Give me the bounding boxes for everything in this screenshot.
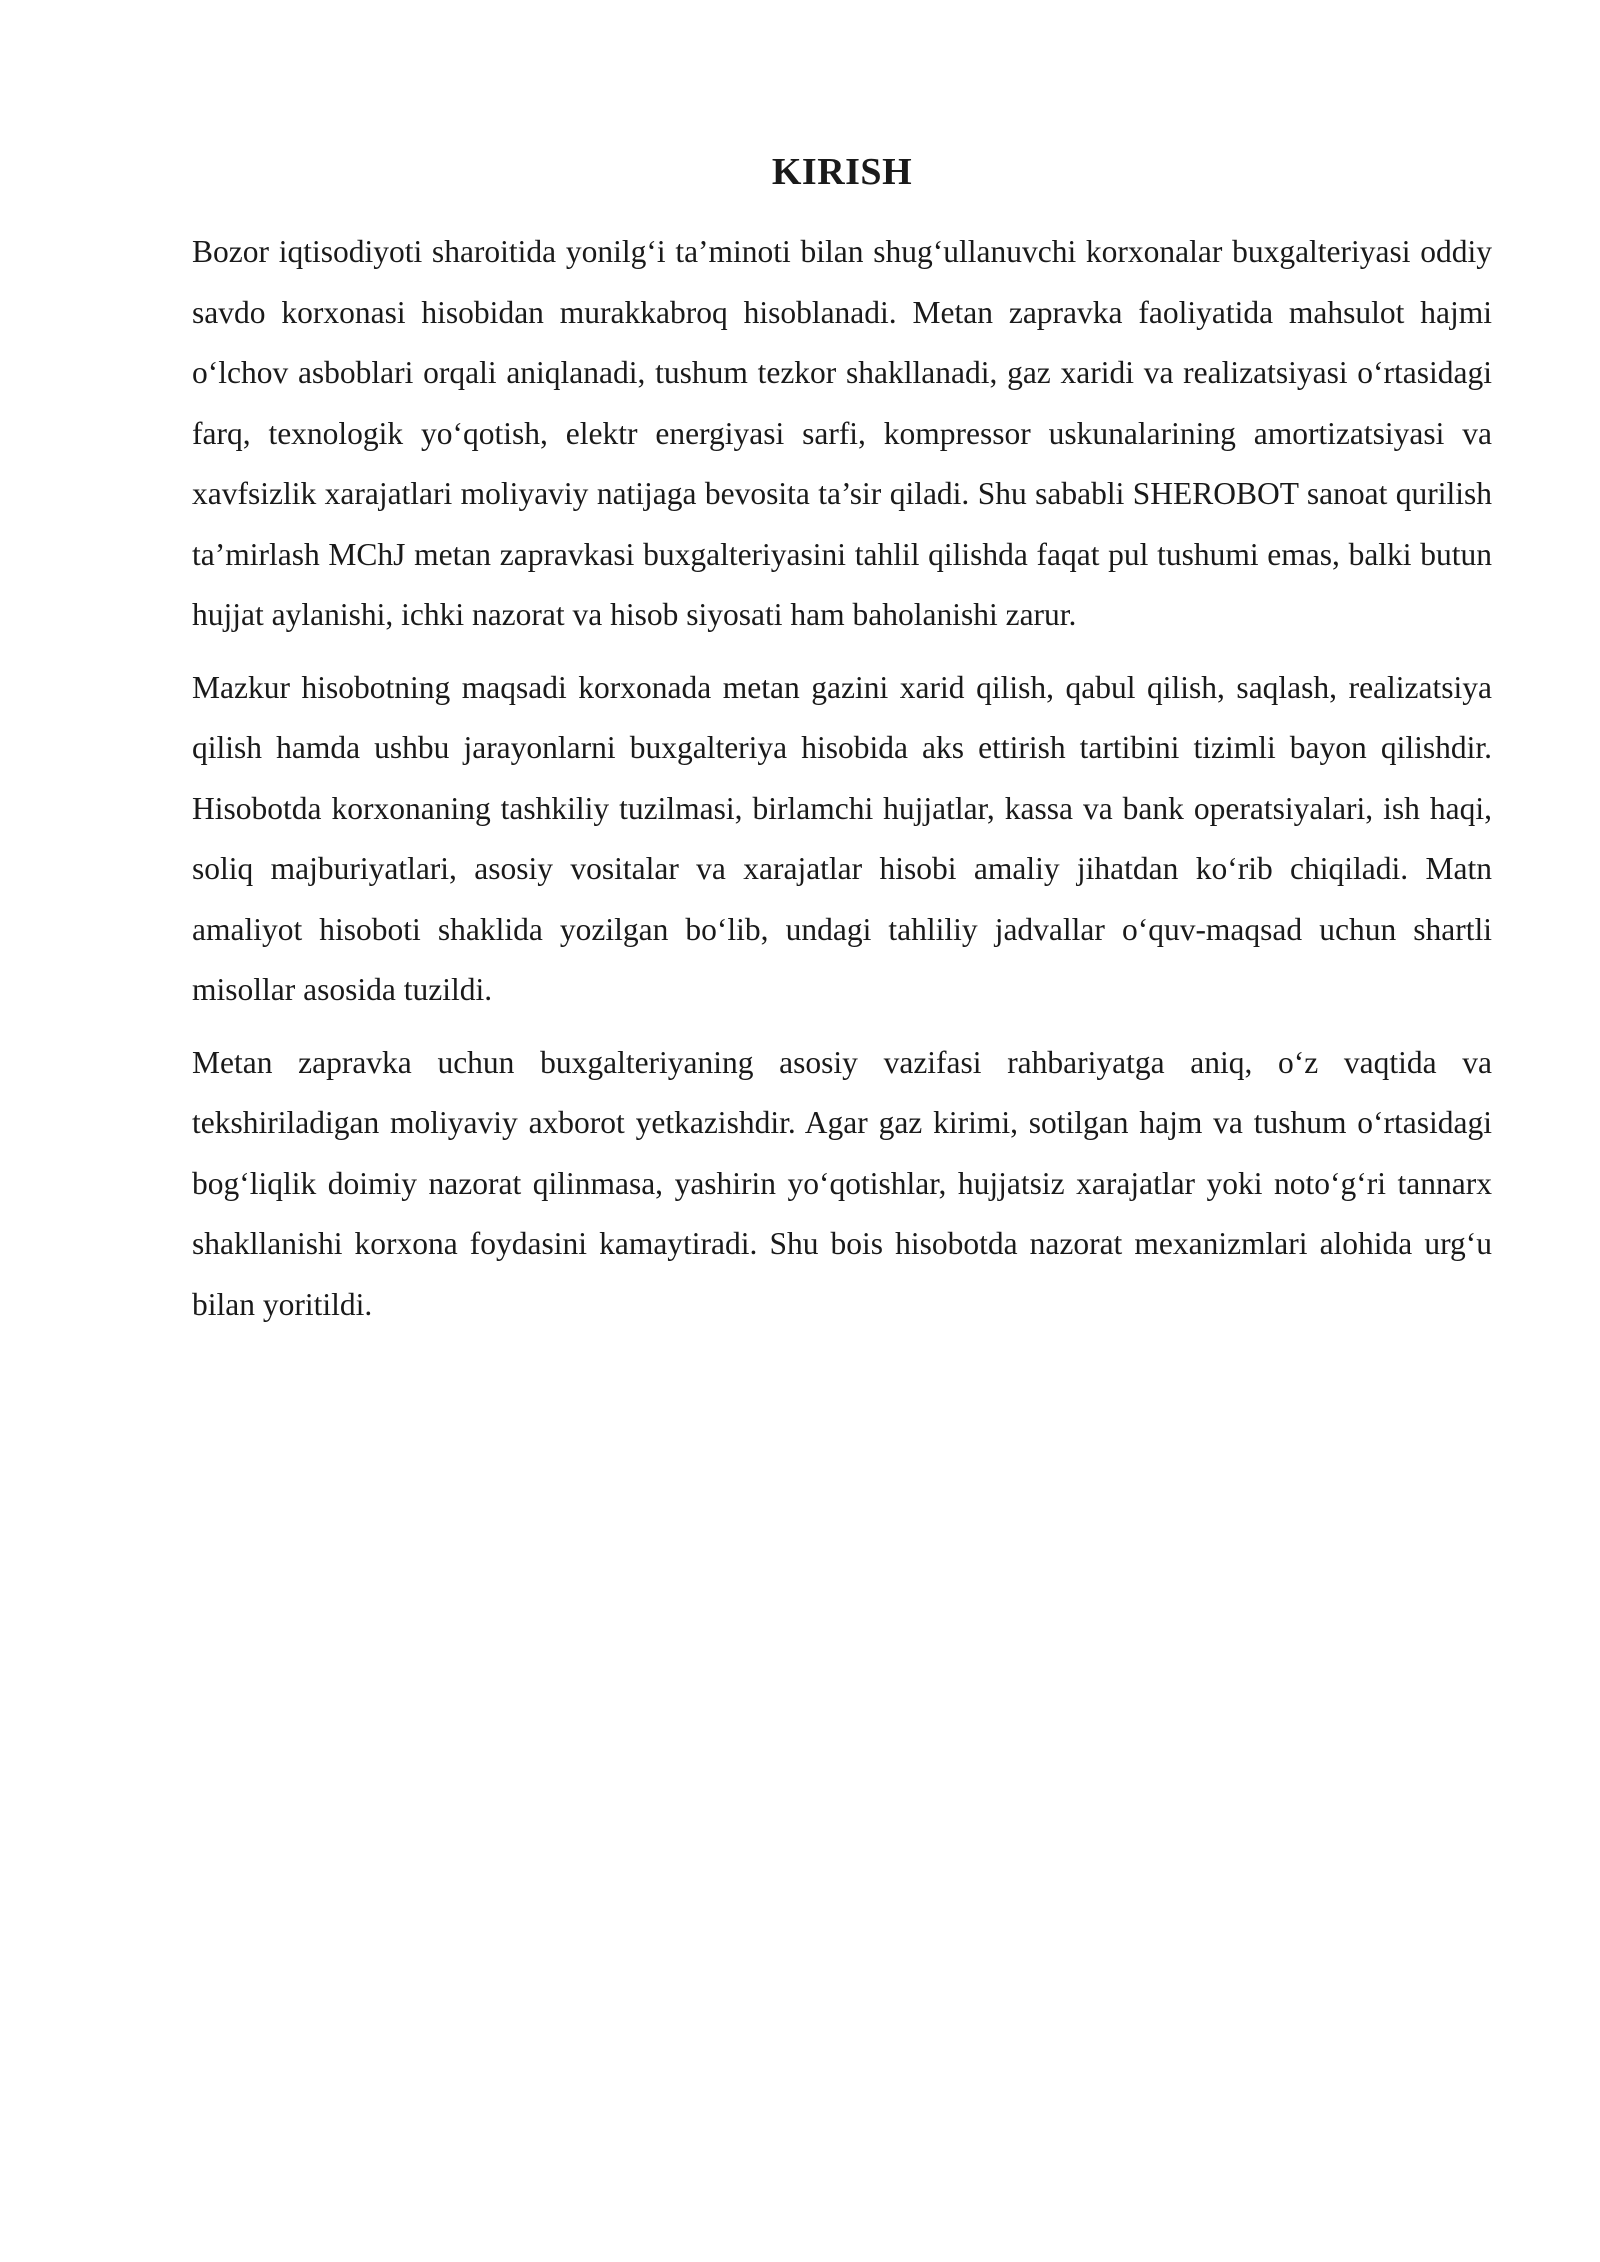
paragraph-tasks: Metan zapravka uchun buxgalteriyaning asosiy vazifasi rahbariyatga aniq, o‘z vaqtida va tekshiriladigan moliyaviy axborot yetkazishdir. Agar gaz kirimi, sotilgan hajm va tushum o‘rtasidagi bog‘liqlik doimiy nazorat qilinmasa, yashirin yo‘qotishlar, hujjatsiz xarajatlar yoki noto‘g‘ri tannarx shakllanishi korxona foydasini kamaytiradi. Shu bois hisobotda nazorat mexanizmlari alohida urg‘u bilan yoritildi. [192, 1044, 1492, 1322]
document-page [192, 148, 1492, 1347]
paragraph-purpose: Mazkur hisobotning maqsadi korxonada metan gazini xarid qilish, qabul qilish, saqlash, realizatsiya qilish hamda ushbu jarayonlarni buxgalteriya hisobida aks ettirish tartibini tizimli bayon qilishdir. Hisobotda korxonaning tashkiliy tuzilmasi, birlamchi hujjatlar, kassa va bank operatsiyalari, ish haqi, soliq majburiyatlari, asosiy vositalar va xarajatlar hisobi amaliy jihatdan ko‘rib chiqiladi. Matn amaliyot hisoboti shaklida yozilgan bo‘lib, undagi tahliliy jadvallar o‘quv-maqsad uchun shartli misollar asosida tuzildi. [192, 669, 1492, 1007]
page-title: KIRISH [771, 151, 913, 193]
paragraph-intro: Bozor iqtisodiyoti sharoitida yonilg‘i ta’minoti bilan shug‘ullanuvchi korxonalar buxgalteriyasi oddiy savdo korxonasi hisobidan murakkabroq hisoblanadi. Metan zapravka faoliyatida mahsulot hajmi o‘lchov asboblari orqali aniqlanadi, tushum tezkor shakllanadi, gaz xaridi va realizatsiyasi o‘rtasidagi farq, texnologik yo‘qotish, elektr energiyasi sarfi, kompressor uskunalarining amortizatsiyasi va xavfsizlik xarajatlari moliyaviy natijaga bevosita ta’sir qiladi. Shu sababli SHEROBOT sanoat qurilish ta’mirlash MChJ metan zapravkasi buxgalteriyasini tahlil qilishda faqat pul tushumi emas, balki butun hujjat aylanishi, ichki nazorat va hisob siyosati ham baholanishi zarur. [192, 234, 1492, 632]
